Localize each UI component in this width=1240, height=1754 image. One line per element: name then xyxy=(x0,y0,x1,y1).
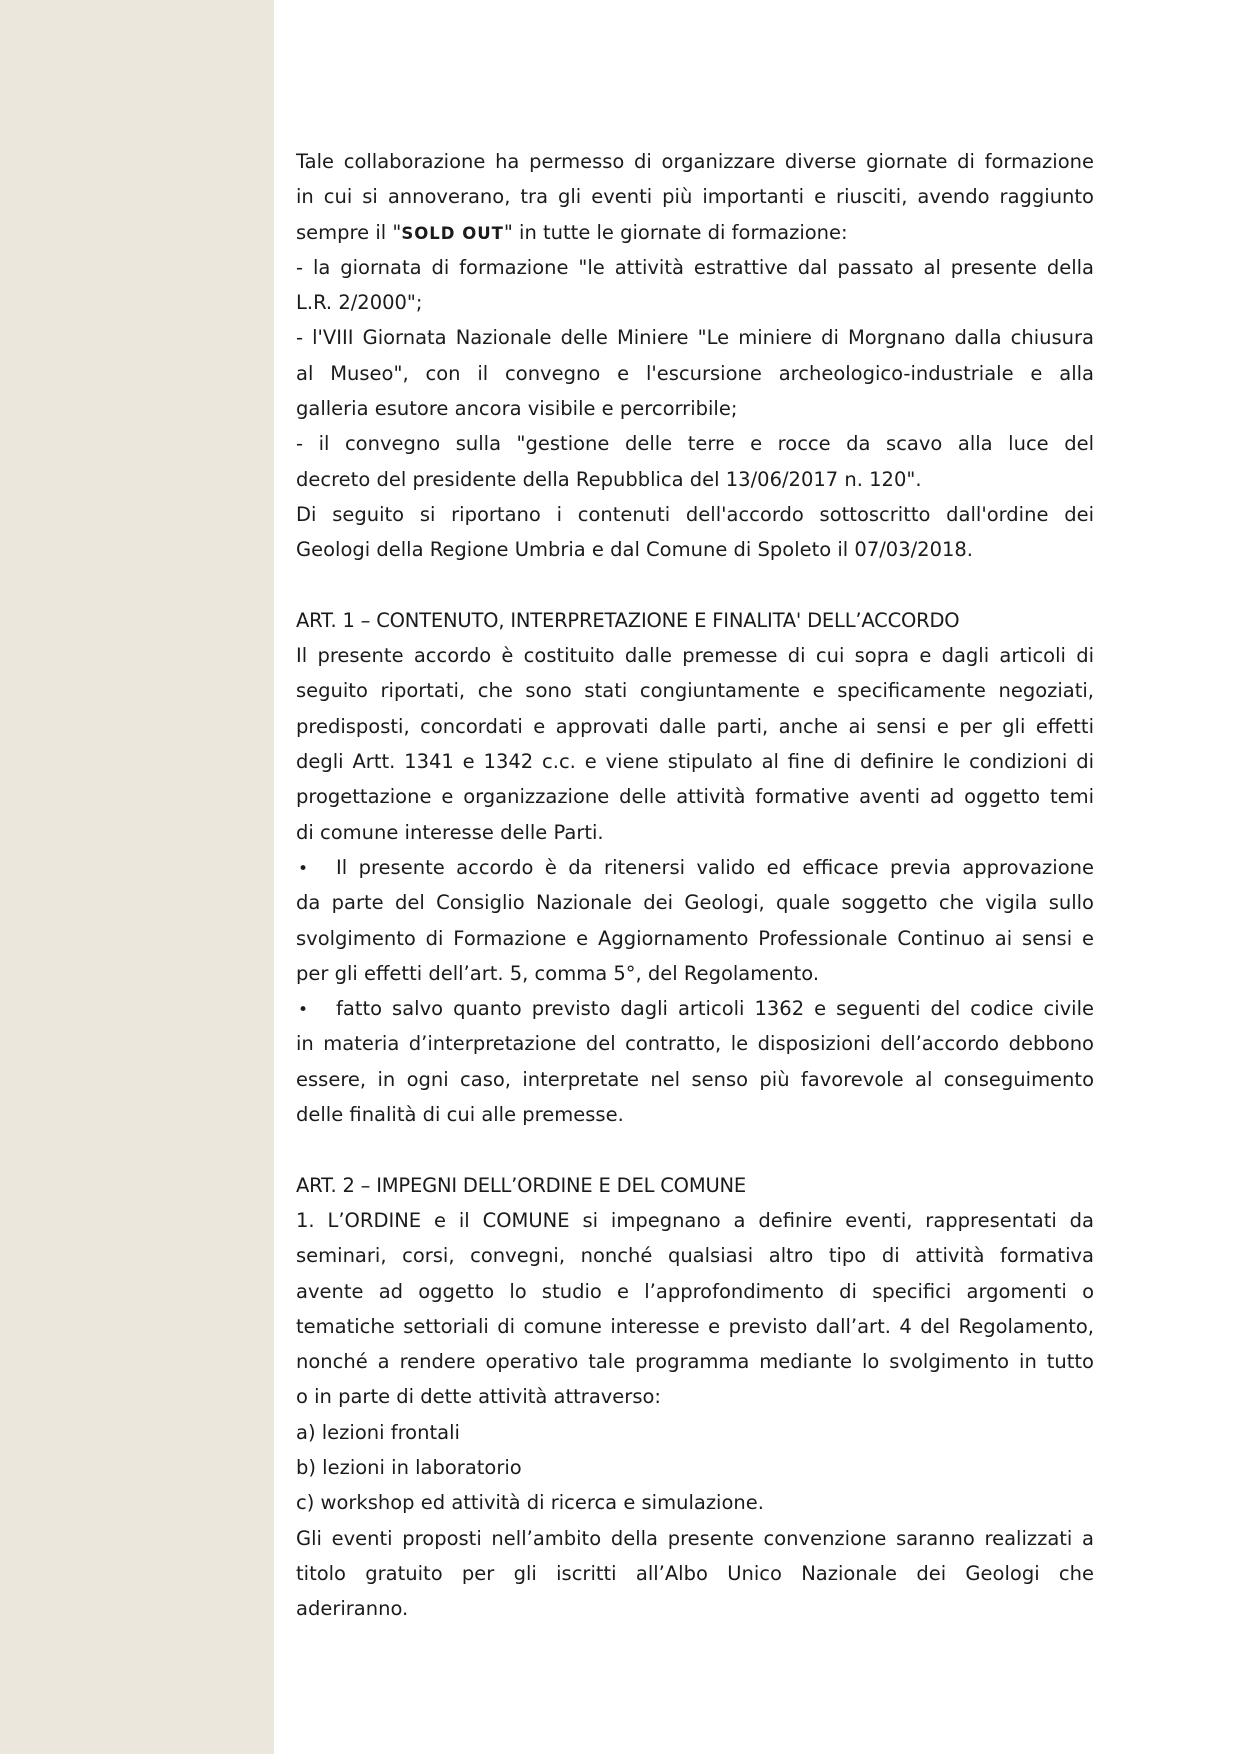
text-line: L.R. 2/2000"; xyxy=(296,291,423,315)
document-body xyxy=(296,144,1094,1626)
text-line: da parte del Consiglio Nazionale dei Geologi, quale soggetto che vigila sullo xyxy=(296,891,1094,915)
text-line: Di seguito si riportano i contenuti dell'accordo sottoscritto dall'ordine dei xyxy=(296,502,1094,526)
text-line: predisposti, concordati e approvati dalle parti, anche ai sensi e per gli effetti xyxy=(296,714,1094,738)
text-line: degli Artt. 1341 e 1342 c.c. e viene stipulato al fine di definire le condizioni di xyxy=(296,750,1094,774)
text-line: - il convegno sulla "gestione delle terre e rocce da scavo alla luce del xyxy=(296,432,1094,456)
text-line: nonché a rendere operativo tale programma mediante lo svolgimento in tutto xyxy=(296,1350,1094,1374)
text-line: - l'VIII Giornata Nazionale delle Miniere "Le miniere di Morgnano dalla chiusura xyxy=(296,326,1094,350)
text-fragment: sempre il " xyxy=(296,220,402,244)
text-line: Gli eventi proposti nell’ambito della presente convenzione saranno realizzati a xyxy=(296,1526,1094,1550)
left-margin-band xyxy=(0,0,274,1754)
text-line: progettazione e organizzazione delle attività formative aventi ad oggetto temi xyxy=(296,785,1094,809)
text-line: Il presente accordo è da ritenersi valido ed efficace previa approvazione xyxy=(336,855,1094,879)
text-line: in cui si annoverano, tra gli eventi più importanti e riusciti, avendo raggiunto xyxy=(296,185,1094,209)
sold-out-label: SOLD OUT xyxy=(401,223,504,243)
text-line xyxy=(296,215,1094,250)
article-2 xyxy=(296,1168,1094,1627)
article-1 xyxy=(296,603,1094,1132)
text-line: galleria esutore ancora visibile e percorribile; xyxy=(296,397,738,421)
text-line: titolo gratuito per gli iscritti all’Albo Unico Nazionale dei Geologi che xyxy=(296,1561,1094,1585)
heading-text: ART. 2 – IMPEGNI DELL’ORDINE E DEL COMUNE xyxy=(296,1173,747,1197)
text-line: seminari, corsi, convegni, nonché qualsiasi altro tipo di attività formativa xyxy=(296,1244,1094,1268)
text-line: Geologi della Regione Umbria e dal Comune di Spoleto il 07/03/2018. xyxy=(296,538,974,562)
text-line: essere, in ogni caso, interpretate nel senso più favorevole al conseguimento xyxy=(296,1067,1094,1091)
text-line: seguito riportati, che sono stati congiuntamente e specificamente negoziati, xyxy=(296,679,1094,703)
text-line: Il presente accordo è costituito dalle premesse di cui sopra e dagli articoli di xyxy=(296,644,1094,668)
article-1-heading xyxy=(296,603,1094,638)
text-line: avente ad oggetto lo studio e l’approfondimento di specifici argomenti o xyxy=(296,1279,1094,1303)
text-line: 1. L’ORDINE e il COMUNE si impegnano a definire eventi, rappresentati da xyxy=(296,1208,1094,1232)
text-line: di comune interesse delle Parti. xyxy=(296,820,604,844)
article-2-heading xyxy=(296,1168,1094,1203)
bullet-line xyxy=(296,991,1094,1026)
text-line: al Museo", con il convegno e l'escursione archeologico-industriale e alla xyxy=(296,361,1094,385)
bullet-icon: • xyxy=(298,858,309,879)
bullet-line xyxy=(296,850,1094,885)
text-line: delle finalità di cui alle premesse. xyxy=(296,1103,624,1127)
text-line: svolgimento di Formazione e Aggiornamento Professionale Continuo ai sensi e xyxy=(296,926,1094,950)
list-item: c) workshop ed attività di ricerca e simulazione. xyxy=(296,1491,764,1515)
text-line: Tale collaborazione ha permesso di organizzare diverse giornate di formazione xyxy=(296,150,1094,173)
paragraph-gap xyxy=(296,1132,1094,1167)
paragraph-gap xyxy=(296,568,1094,603)
text-line: in materia d’interpretazione del contratto, le disposizioni dell’accordo debbono xyxy=(296,1032,1094,1056)
bullet-icon: • xyxy=(298,1000,309,1021)
text-fragment: " in tutte le giornate di formazione: xyxy=(503,220,848,244)
text-line: per gli effetti dell’art. 5, comma 5°, del Regolamento. xyxy=(296,961,820,985)
text-line: - la giornata di formazione "le attività estrattive dal passato al presente della xyxy=(296,255,1094,279)
text-line: aderiranno. xyxy=(296,1597,409,1621)
intro-paragraph xyxy=(296,144,1094,568)
heading-text: ART. 1 – CONTENUTO, INTERPRETAZIONE E FINALITA' DELL’ACCORDO xyxy=(296,608,960,632)
bullet-item xyxy=(296,850,1094,991)
text-line: fatto salvo quanto previsto dagli articoli 1362 e seguenti del codice civile xyxy=(336,997,1094,1021)
text-line: decreto del presidente della Repubblica del 13/06/2017 n. 120". xyxy=(296,467,922,491)
list-item: b) lezioni in laboratorio xyxy=(296,1455,522,1479)
bullet-item xyxy=(296,991,1094,1132)
text-line: o in parte di dette attività attraverso: xyxy=(296,1385,661,1409)
list-item: a) lezioni frontali xyxy=(296,1420,460,1444)
text-line: tematiche settoriali di comune interesse e previsto dall’art. 4 del Regolamento, xyxy=(296,1314,1094,1338)
